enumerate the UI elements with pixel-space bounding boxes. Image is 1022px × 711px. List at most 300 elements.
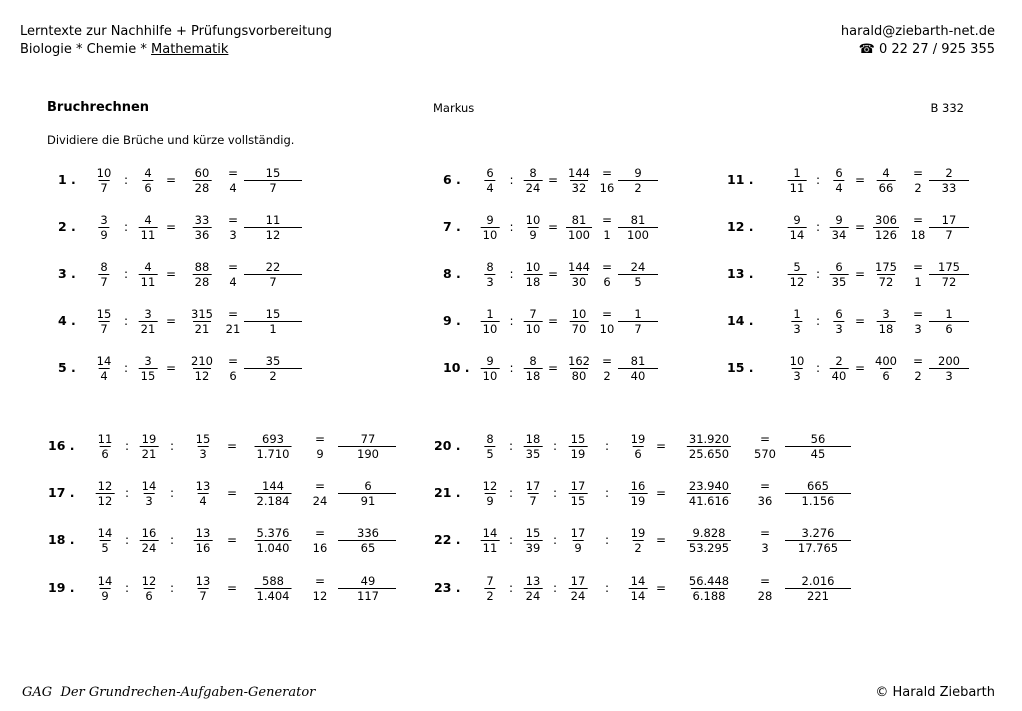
denominator: 39 [525, 541, 541, 555]
denominator: 5 [101, 541, 109, 555]
denominator: 7 [945, 228, 953, 242]
divide-sign: : [123, 267, 129, 281]
fraction [139, 213, 158, 242]
result-fraction [264, 354, 283, 383]
numerator: 144 [262, 479, 284, 493]
equals-sign: = [314, 526, 326, 540]
fraction [524, 526, 543, 555]
result-fraction [264, 260, 283, 289]
equals-sign: = [165, 314, 177, 328]
result-fraction [264, 166, 283, 195]
fraction [788, 354, 807, 383]
divide-sign: : [815, 314, 821, 328]
fraction [788, 213, 807, 242]
result-fraction [625, 213, 651, 242]
problem-number: 13 . [727, 266, 754, 281]
numerator: 175 [938, 260, 960, 274]
divide-sign: : [509, 267, 514, 281]
numerator: 9.828 [692, 526, 726, 540]
denominator: 12 [789, 275, 805, 289]
unreduced-fraction [255, 574, 292, 603]
equals-sign: = [759, 526, 771, 540]
divide-sign: : [509, 220, 514, 234]
numerator: 14 [97, 526, 113, 540]
problem-number: 8 . [443, 266, 461, 281]
numerator: 2.016 [801, 574, 835, 588]
numerator: 17 [570, 479, 586, 493]
unreduced-fraction [193, 260, 212, 289]
numerator: 665 [807, 479, 829, 493]
denominator: 100 [568, 228, 590, 242]
denominator: 10 [482, 369, 498, 383]
fraction [569, 432, 588, 461]
unreduced-fraction [687, 479, 731, 508]
denominator: 4 [100, 369, 108, 383]
problem-number: 11 . [727, 172, 754, 187]
denominator: 18 [525, 275, 541, 289]
denominator: 3 [486, 275, 494, 289]
divide-sign: : [169, 486, 175, 500]
denominator: 10 [525, 322, 541, 336]
equals-sign: = [912, 260, 924, 274]
denominator: 6 [882, 369, 890, 383]
denominator: 6.188 [692, 589, 726, 603]
reduce-factor: 10 [599, 322, 615, 336]
denominator: 1 [269, 322, 277, 336]
equals-sign: = [854, 173, 866, 187]
denominator: 21 [194, 322, 210, 336]
numerator: 23.940 [688, 479, 730, 493]
numerator: 693 [262, 432, 284, 446]
divide-sign: : [123, 361, 129, 375]
denominator: 2 [269, 369, 277, 383]
divide-sign: : [124, 486, 130, 500]
numerator: 3 [144, 354, 152, 368]
fraction [98, 213, 109, 242]
denominator: 40 [831, 369, 847, 383]
divide-sign: : [604, 581, 610, 595]
denominator: 72 [941, 275, 957, 289]
equals-sign: = [547, 267, 559, 281]
fraction [484, 166, 495, 195]
fraction [95, 166, 114, 195]
fraction [481, 213, 500, 242]
unreduced-fraction [255, 432, 292, 461]
result-fraction [936, 354, 962, 383]
fraction [484, 574, 495, 603]
divide-sign: : [815, 361, 821, 375]
numerator: 17 [570, 526, 586, 540]
divide-sign: : [124, 439, 130, 453]
fraction [142, 166, 153, 195]
fraction [788, 166, 807, 195]
denominator: 18 [525, 369, 541, 383]
divide-sign: : [552, 533, 558, 547]
equals-sign: = [314, 432, 326, 446]
numerator: 10 [571, 307, 587, 321]
divide-sign: : [508, 581, 514, 595]
fraction [524, 260, 543, 289]
phone-number: 0 22 27 / 925 355 [878, 42, 995, 57]
numerator: 15 [525, 526, 541, 540]
result-fraction [355, 432, 381, 461]
denominator: 24 [525, 181, 541, 195]
numerator: 16 [141, 526, 157, 540]
equals-sign: = [655, 581, 667, 595]
numerator: 1 [486, 307, 494, 321]
denominator: 2 [634, 181, 642, 195]
fraction [830, 260, 849, 289]
denominator: 30 [571, 275, 587, 289]
numerator: 9 [486, 213, 494, 227]
numerator: 13 [195, 479, 211, 493]
subject-link-mathematik[interactable]: Mathematik [151, 42, 229, 57]
numerator: 9 [835, 213, 843, 227]
sheet-title: Bruchrechnen [47, 100, 150, 115]
divide-sign: : [509, 314, 514, 328]
numerator: 19 [630, 432, 646, 446]
numerator: 14 [482, 526, 498, 540]
fraction [140, 432, 159, 461]
denominator: 11 [789, 181, 805, 195]
numerator: 336 [357, 526, 379, 540]
fraction [484, 432, 495, 461]
numerator: 13 [195, 526, 211, 540]
equals-sign: = [759, 574, 771, 588]
numerator: 8 [529, 166, 537, 180]
fraction [140, 479, 159, 508]
numerator: 8 [486, 260, 494, 274]
result-fraction [940, 166, 959, 195]
denominator: 3 [835, 322, 843, 336]
sheet-code: B 332 [930, 101, 964, 115]
equals-sign: = [601, 354, 613, 368]
numerator: 6 [835, 260, 843, 274]
fraction [833, 166, 844, 195]
numerator: 81 [630, 213, 646, 227]
divide-sign: : [124, 533, 130, 547]
numerator: 306 [875, 213, 897, 227]
denominator: 7 [634, 322, 642, 336]
fraction [481, 354, 500, 383]
result-fraction [936, 260, 962, 289]
denominator: 28 [194, 181, 210, 195]
denominator: 24 [141, 541, 157, 555]
numerator: 4 [144, 260, 152, 274]
denominator: 25.650 [688, 447, 730, 461]
denominator: 6 [145, 589, 153, 603]
denominator: 72 [878, 275, 894, 289]
denominator: 65 [360, 541, 376, 555]
reduce-factor: 1 [603, 228, 611, 242]
equals-sign: = [912, 213, 924, 227]
denominator: 19 [630, 494, 646, 508]
equals-sign: = [165, 220, 177, 234]
numerator: 210 [191, 354, 213, 368]
equals-sign: = [314, 574, 326, 588]
equals-sign: = [854, 314, 866, 328]
reduce-factor: 6 [603, 275, 611, 289]
equals-sign: = [759, 479, 771, 493]
numerator: 14 [97, 574, 113, 588]
numerator: 19 [630, 526, 646, 540]
divide-sign: : [508, 533, 514, 547]
fraction [629, 574, 648, 603]
numerator: 3 [882, 307, 890, 321]
unreduced-fraction [193, 166, 212, 195]
denominator: 11 [140, 275, 156, 289]
reduce-factor: 1 [914, 275, 922, 289]
numerator: 2 [945, 166, 953, 180]
divide-sign: : [123, 314, 129, 328]
numerator: 24 [630, 260, 646, 274]
denominator: 2 [486, 589, 494, 603]
unreduced-fraction [877, 307, 896, 336]
denominator: 7 [100, 181, 108, 195]
numerator: 1 [634, 307, 642, 321]
denominator: 6 [945, 322, 953, 336]
fraction [629, 526, 648, 555]
student-name: Markus [433, 101, 475, 115]
fraction [98, 260, 109, 289]
numerator: 7 [486, 574, 494, 588]
denominator: 17.765 [797, 541, 839, 555]
result-fraction [359, 479, 378, 508]
fraction [481, 526, 500, 555]
denominator: 28 [194, 275, 210, 289]
equals-sign: = [655, 439, 667, 453]
reduce-factor: 2 [914, 181, 922, 195]
equals-sign: = [854, 220, 866, 234]
header-title: Lerntexte zur Nachhilfe + Prüfungsvorbereitung [20, 24, 332, 39]
equals-sign: = [227, 166, 239, 180]
divide-sign: : [604, 439, 610, 453]
numerator: 12 [97, 479, 113, 493]
numerator: 88 [194, 260, 210, 274]
numerator: 17 [941, 213, 957, 227]
denominator: 9 [529, 228, 537, 242]
numerator: 144 [568, 166, 590, 180]
fraction [788, 260, 807, 289]
reduce-factor: 36 [757, 494, 773, 508]
result-fraction [355, 526, 381, 555]
equals-sign: = [165, 361, 177, 375]
numerator: 9 [793, 213, 801, 227]
unreduced-fraction [873, 260, 899, 289]
unreduced-fraction [873, 213, 899, 242]
unreduced-fraction [687, 432, 731, 461]
problem-number: 23 . [434, 580, 461, 595]
denominator: 53.295 [688, 541, 730, 555]
problem-number: 19 . [48, 580, 75, 595]
numerator: 5.376 [256, 526, 290, 540]
denominator: 6 [144, 181, 152, 195]
equals-sign: = [227, 260, 239, 274]
reduce-factor: 3 [229, 228, 237, 242]
problem-number: 10 . [443, 360, 470, 375]
equals-sign: = [226, 439, 238, 453]
fraction [139, 260, 158, 289]
result-fraction [629, 260, 648, 289]
equals-sign: = [912, 307, 924, 321]
fraction [194, 574, 213, 603]
unreduced-fraction [189, 354, 215, 383]
denominator: 19 [570, 447, 586, 461]
numerator: 10 [525, 260, 541, 274]
denominator: 4 [199, 494, 207, 508]
fraction [791, 307, 802, 336]
numerator: 11 [265, 213, 281, 227]
unreduced-fraction [189, 307, 215, 336]
denominator: 35 [525, 447, 541, 461]
problem-number: 5 . [58, 360, 76, 375]
numerator: 5 [793, 260, 801, 274]
denominator: 2 [634, 541, 642, 555]
denominator: 4 [835, 181, 843, 195]
numerator: 15 [265, 166, 281, 180]
denominator: 4 [486, 181, 494, 195]
denominator: 18 [878, 322, 894, 336]
reduce-factor: 18 [910, 228, 926, 242]
numerator: 175 [875, 260, 897, 274]
denominator: 190 [357, 447, 379, 461]
divide-sign: : [508, 439, 514, 453]
unreduced-fraction [566, 354, 592, 383]
telephone-icon: ☎ [858, 42, 875, 57]
numerator: 1 [945, 307, 953, 321]
denominator: 12 [265, 228, 281, 242]
numerator: 22 [265, 260, 281, 274]
denominator: 7 [100, 322, 108, 336]
reduce-factor: 2 [914, 369, 922, 383]
problem-number: 6 . [443, 172, 461, 187]
equals-sign: = [227, 213, 239, 227]
denominator: 100 [627, 228, 649, 242]
denominator: 15 [570, 494, 586, 508]
numerator: 6 [364, 479, 372, 493]
denominator: 117 [357, 589, 379, 603]
divide-sign: : [509, 173, 514, 187]
fraction [569, 526, 588, 555]
fraction [96, 479, 115, 508]
divide-sign: : [169, 581, 175, 595]
numerator: 144 [568, 260, 590, 274]
numerator: 4 [882, 166, 890, 180]
problem-number: 15 . [727, 360, 754, 375]
fraction [96, 574, 115, 603]
denominator: 9 [100, 228, 108, 242]
numerator: 3 [100, 213, 108, 227]
numerator: 8 [100, 260, 108, 274]
divide-sign: : [123, 173, 129, 187]
denominator: 9 [574, 541, 582, 555]
denominator: 21 [141, 447, 157, 461]
numerator: 14 [630, 574, 646, 588]
header-email[interactable]: harald@ziebarth-net.de [840, 24, 995, 39]
problem-number: 4 . [58, 313, 76, 328]
numerator: 10 [96, 166, 112, 180]
denominator: 6 [101, 447, 109, 461]
unreduced-fraction [193, 213, 212, 242]
equals-sign: = [165, 267, 177, 281]
reduce-factor: 21 [225, 322, 241, 336]
unreduced-fraction [877, 166, 896, 195]
denominator: 91 [360, 494, 376, 508]
denominator: 7 [269, 275, 277, 289]
denominator: 1.710 [256, 447, 290, 461]
fraction [194, 432, 213, 461]
divide-sign: : [604, 533, 610, 547]
equals-sign: = [226, 581, 238, 595]
subjects-prefix: Biologie * Chemie * [20, 42, 152, 57]
fraction [194, 526, 213, 555]
problem-number: 9 . [443, 313, 461, 328]
denominator: 3 [793, 369, 801, 383]
header-subjects [20, 41, 228, 59]
result-fraction [800, 479, 837, 508]
numerator: 11 [97, 432, 113, 446]
footer-text: Der Grundrechen-Aufgaben-Generator [60, 685, 316, 700]
numerator: 49 [360, 574, 376, 588]
divide-sign: : [815, 173, 821, 187]
denominator: 1.040 [256, 541, 290, 555]
result-fraction [632, 307, 643, 336]
numerator: 8 [486, 432, 494, 446]
result-fraction [264, 307, 283, 336]
numerator: 15 [265, 307, 281, 321]
result-fraction [632, 166, 643, 195]
fraction [524, 574, 543, 603]
result-fraction [355, 574, 381, 603]
equals-sign: = [547, 361, 559, 375]
reduce-factor: 28 [757, 589, 773, 603]
footer-brand [22, 685, 315, 700]
fraction [96, 432, 115, 461]
denominator: 7 [100, 275, 108, 289]
result-fraction [796, 526, 840, 555]
numerator: 9 [634, 166, 642, 180]
divide-sign: : [169, 533, 175, 547]
divide-sign: : [509, 361, 514, 375]
problem-number: 2 . [58, 219, 76, 234]
denominator: 12 [97, 494, 113, 508]
unreduced-fraction [687, 526, 731, 555]
equals-sign: = [601, 213, 613, 227]
numerator: 1 [793, 166, 801, 180]
denominator: 10 [482, 322, 498, 336]
denominator: 70 [571, 322, 587, 336]
equals-sign: = [314, 479, 326, 493]
problem-number: 17 . [48, 485, 75, 500]
numerator: 18 [525, 432, 541, 446]
numerator: 3.276 [801, 526, 835, 540]
equals-sign: = [227, 307, 239, 321]
denominator: 5 [634, 275, 642, 289]
denominator: 36 [194, 228, 210, 242]
fraction [481, 307, 500, 336]
numerator: 400 [875, 354, 897, 368]
unreduced-fraction [566, 260, 592, 289]
equals-sign: = [547, 314, 559, 328]
numerator: 13 [195, 574, 211, 588]
result-fraction [629, 354, 648, 383]
denominator: 7 [529, 494, 537, 508]
equals-sign: = [912, 354, 924, 368]
numerator: 17 [525, 479, 541, 493]
result-fraction [264, 213, 283, 242]
denominator: 41.616 [688, 494, 730, 508]
numerator: 15 [96, 307, 112, 321]
